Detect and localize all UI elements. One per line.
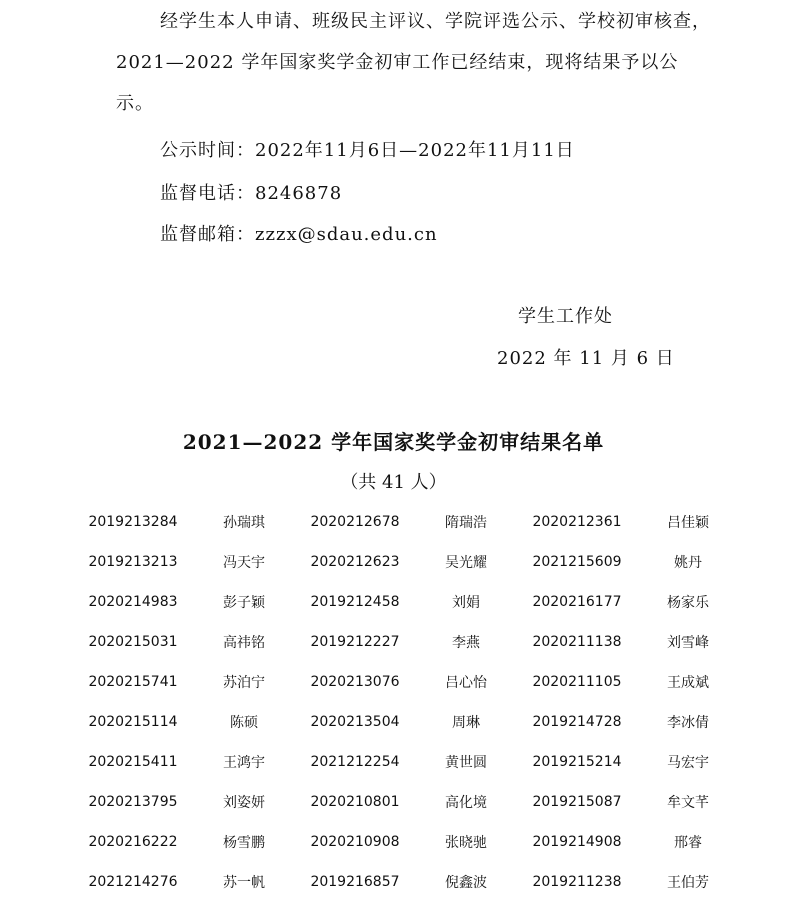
table-row — [80, 542, 746, 582]
student-id: 2020213795 — [88, 794, 178, 810]
student-name: 陈硕 — [230, 715, 258, 731]
winners-table — [80, 502, 746, 902]
student-id: 2020215411 — [88, 754, 178, 770]
table-row — [80, 622, 746, 662]
student-name: 刘娟 — [452, 595, 480, 611]
student-name: 黄世圆 — [445, 755, 487, 771]
student-id: 2020215114 — [88, 714, 178, 730]
table-row — [80, 862, 746, 902]
student-name: 冯天宇 — [223, 555, 265, 571]
notice-paragraph — [116, 1, 716, 124]
student-name: 周琳 — [452, 715, 480, 731]
student-name: 牟文芊 — [667, 795, 709, 811]
student-id: 2019212458 — [310, 594, 400, 610]
publicity-period — [160, 136, 575, 162]
table-row — [80, 662, 746, 702]
table-row — [80, 582, 746, 622]
student-id: 2020215741 — [88, 674, 178, 690]
student-id: 2020210908 — [310, 834, 400, 850]
student-id: 2020212678 — [310, 514, 400, 530]
supervision-email — [160, 220, 438, 246]
student-name: 马宏宇 — [667, 755, 709, 771]
publicity-period-label: 公示时间： — [160, 140, 255, 161]
student-name: 张晓驰 — [445, 835, 487, 851]
student-id: 2020212623 — [310, 554, 400, 570]
student-id: 2021212254 — [310, 754, 400, 770]
supervision-email-value: zzzx@sdau.edu.cn — [255, 224, 438, 245]
student-name: 吴光耀 — [445, 555, 487, 571]
student-id: 2019211238 — [532, 874, 622, 890]
table-row — [80, 502, 746, 542]
student-name: 苏一帆 — [223, 875, 265, 891]
student-id: 2020215031 — [88, 634, 178, 650]
student-id: 2020211105 — [532, 674, 622, 690]
student-id: 2020214983 — [88, 594, 178, 610]
student-name: 杨家乐 — [667, 595, 709, 611]
student-name: 杨雪鹏 — [223, 835, 265, 851]
notice-paragraph-text: 经学生本人申请、班级民主评议、学院评选公示、学校初审核查，2021—2022 学年国家奖学金初审工作已经结束，现将结果予以公示。 — [116, 11, 711, 114]
student-name: 隋瑞浩 — [445, 515, 487, 531]
student-id: 2020213504 — [310, 714, 400, 730]
student-name: 姚丹 — [674, 555, 702, 571]
student-id: 2019214728 — [532, 714, 622, 730]
table-row — [80, 822, 746, 862]
table-row — [80, 702, 746, 742]
supervision-phone — [160, 179, 342, 205]
supervision-email-label: 监督邮箱： — [160, 224, 255, 245]
list-count: （共 41 人） — [340, 472, 447, 493]
student-name: 李冰倩 — [667, 715, 709, 731]
student-id: 2019214908 — [532, 834, 622, 850]
supervision-phone-value: 8246878 — [255, 183, 343, 204]
student-name: 高祎铭 — [223, 635, 265, 651]
supervision-phone-label: 监督电话： — [160, 183, 255, 204]
student-id: 2021215609 — [532, 554, 622, 570]
student-name: 刘雪峰 — [667, 635, 709, 651]
table-row — [80, 742, 746, 782]
student-id: 2019215087 — [532, 794, 622, 810]
issue-date: 2022 年 11 月 6 日 — [497, 348, 675, 369]
student-name: 刘姿妍 — [223, 795, 265, 811]
student-name: 吕心怡 — [445, 675, 487, 691]
student-id: 2020210801 — [310, 794, 400, 810]
student-id: 2020213076 — [310, 674, 400, 690]
student-name: 倪鑫波 — [445, 875, 487, 891]
student-name: 李燕 — [452, 635, 480, 651]
student-id: 2019212227 — [310, 634, 400, 650]
student-name: 苏泊宁 — [223, 675, 265, 691]
student-name: 邢睿 — [674, 835, 702, 851]
issuer: 学生工作处 — [518, 306, 613, 327]
student-id: 2021214276 — [88, 874, 178, 890]
student-name: 王成斌 — [667, 675, 709, 691]
student-id: 2020211138 — [532, 634, 622, 650]
student-id: 2019213213 — [88, 554, 178, 570]
student-id: 2019215214 — [532, 754, 622, 770]
student-name: 吕佳颖 — [667, 515, 709, 531]
student-name: 王伯芳 — [667, 875, 709, 891]
student-name: 高化境 — [445, 795, 487, 811]
student-id: 2020216177 — [532, 594, 622, 610]
list-title: 2021—2022 学年国家奖学金初审结果名单 — [182, 430, 605, 454]
table-row — [80, 782, 746, 822]
publicity-period-value: 2022年11月6日—2022年11月11日 — [255, 140, 575, 161]
student-id: 2019216857 — [310, 874, 400, 890]
student-name: 孙瑞琪 — [223, 515, 265, 531]
student-id: 2020212361 — [532, 514, 622, 530]
student-id: 2019213284 — [88, 514, 178, 530]
student-id: 2020216222 — [88, 834, 178, 850]
student-name: 彭子颖 — [223, 595, 265, 611]
student-name: 王鸿宇 — [223, 755, 265, 771]
